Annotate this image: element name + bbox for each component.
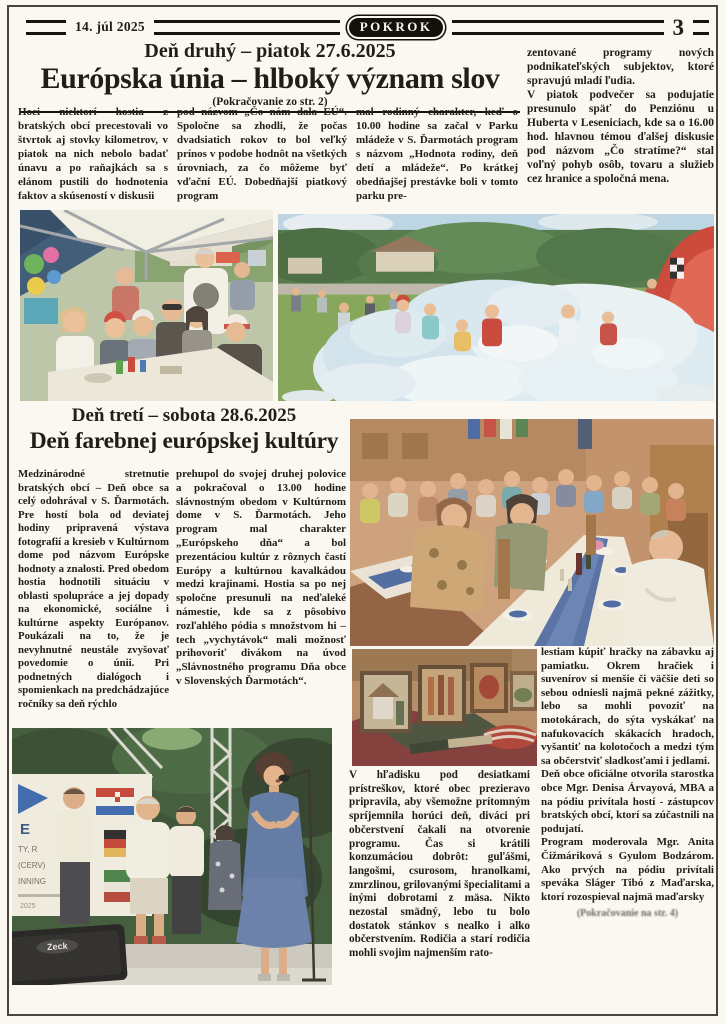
- banquet-hall-illustration: [350, 419, 714, 646]
- foam-party-illustration: [278, 214, 714, 401]
- story2-column-1: Medzinárodné stretnutie bratských obcí – Deň obce sa celý odohrával v S. Ďarmotách. Pre hostí bola od deviatej hodiny pripravená výstava fotografií a kresieb v Kultúrnom dome pod názvom Európske hodnoty a znalosti. Pred obedom hostia hodnotili situáciu v oblasti spolupráce a jej dopady na ekonomické, sociálne i kultúrne aspekty Európanov. Poukázali na to, že je nevyhnutné neustále zvyšovať povedomie o únii. Pri podnetných dialógoch i spomienkach na predchádzajúce ročníky sa deň rýchlo: [18, 468, 169, 710]
- story2-column-2: prehupol do svojej druhej polovice a pokračoval o 13.00 hodine slávnostným obedom v Kultúrnom dome v S. Ďarmotách. Jeho program mal charakter „Európskeho dňa“ a bol prezentáciou kultúr z rôznych častí Európy a kultúrnou kavalkádou medzi krajinami. Hostia sa po nej spoločne presunuli na neďaleké námestie, kde sa z pôsobivo rozľahlého pódia s množstvom hi – tech „vychytávok“ mali možnosť prihovoriť divákom na úvod „Slávnostného programu Dňa obce v Slovenských Ďarmotách“.: [176, 468, 346, 687]
- story1-col4-paragraph-2: V piatok podvečer sa podujatie presunulo späť do Penziónu u Huberta v Leseniciach, kde sa o 16.00 hod. hlavnou témou ďalšej diskusie pod názvom „Čo stratíme?“ stal voľný pohyb osôb, tovaru a služieb cez hranice a spoločná mena.: [527, 89, 714, 185]
- masthead-row: [26, 15, 709, 39]
- story1-continuation-note: (Pokračovanie zo str. 2): [212, 96, 328, 109]
- story2-col4-paragraph-1: lestiam kúpiť hračky na zábavku aj pamiatku. Okrem hračiek i suvenírov si menšie či väčšie deti so sebou odniesli najmä pekné zážitky, lebo sa mohli povoziť na motokárach, do sýta vyskákať na nafukovacích skákacích hradoch, vyšantiť na kolotočoch a medzi tým sa občerstviť sladkosťami i jedlami.: [541, 646, 714, 767]
- photo-craft-tent: [20, 210, 273, 401]
- story1-head-block: [20, 40, 520, 113]
- speaker-brand-label: Zeck: [46, 940, 68, 953]
- story2-headline: Deň farebnej európskej kultúry: [29, 427, 339, 454]
- story2-col4-paragraph-3: Program moderovala Mgr. Anita Čižmáriková s Gyulom Bodzárom. Ako prvých na pódiu privítali speváka Sláger Tibó z Maďarska, ktorí rozospieval najmä maďarsky: [541, 836, 714, 903]
- header-rule-left: [26, 20, 66, 35]
- story1-column-4: [527, 46, 714, 213]
- stage-speech-illustration: [12, 728, 332, 985]
- page-number: 3: [672, 14, 684, 40]
- header-rule-mid-right: [452, 20, 663, 35]
- issue-date: 14. júl 2025: [75, 19, 145, 34]
- masthead-title: POKROK: [349, 18, 444, 37]
- story1-column-3: mal rodinný charakter, keď o 10.00 hodine sa začal v Parku mládeže v S. Ďarmotách program s názvom „Hodnota rodiny, deň detí a mládeže“. Po krátkej obedňajšej prestávke boli v tomto parku pre-: [356, 106, 518, 202]
- banner-fragment-1: E: [20, 821, 31, 838]
- photo-exhibition-table: [352, 649, 537, 766]
- banner-fragment-5: 2025: [20, 903, 36, 910]
- speaker-cabinet: [12, 924, 128, 985]
- header-rule-mid-left: [154, 20, 340, 35]
- story2-kicker: Deň tretí – sobota 28.6.2025: [71, 405, 297, 426]
- story2-continuation-note: (Pokračovanie na str. 4): [576, 908, 679, 920]
- story1-column-2: pod názvom „Čo nám dala EÚ“. Spoločne sa zhodli, že počas dvadsiatich rokov to bol veľký prínos v podobe hodnôt na všetkých úrovniach, za čo môžeme byť vďační EÚ. Dobedňajší piatkový program: [177, 106, 347, 202]
- story1-headline: Európska únia – hlboký význam slov: [40, 62, 500, 95]
- banner-flag-croatia: [96, 788, 134, 815]
- story1-col4-paragraph-1: zentované programy nových podnikateľských subjektov, ktoré spravujú mladí ľudia.: [527, 47, 714, 87]
- story2-head-block: [14, 406, 354, 454]
- story1-column-1: Hoci niektorí hostia z bratských obcí precestovali vo štvrtok aj stovky kilometrov, v piatok na nich nebolo badať únavu a po raňajkách sa s elánom pustili do hodnotenia faktov a skúseností v diskusii: [18, 106, 168, 202]
- photo-banquet-hall: [350, 419, 714, 646]
- foam-trees: [278, 222, 714, 288]
- banner-fragment-2: TY, R: [18, 845, 38, 854]
- banner-fragment-4: INNING: [18, 877, 46, 886]
- banner-fragment-3: (CERV): [18, 861, 46, 870]
- photo-stage-speech: [12, 728, 332, 985]
- story1-kicker: Deň druhý – piatok 27.6.2025: [144, 40, 396, 62]
- story2-column-4: [541, 646, 714, 921]
- exhibition-illustration: [352, 649, 537, 766]
- story2-col4-paragraph-2: Deň obce oficiálne otvorila starostka obce Mgr. Denisa Árvayová, MBA a na pódiu privítala hostí - zástupcov bratských obcí, ktorí sa zúčastnili na podujatí.: [541, 768, 714, 835]
- story1-columns: [18, 105, 520, 206]
- craft-tent-illustration: [20, 210, 273, 401]
- story2-column-3: V hľadisku pod desiatkami prístreškov, ktoré obec prezieravo pripravila, aby všemožne prítomným spríjemnila horúci deň, diváci pri občerstvení čakali na otvorenie programu. Čas si krátili konzumáciou dobrôt: guľášmi, langošmi, csurosom, hranolkami, zmrzlinou, grilovanými špecialitami a inými dobrotami z mäsa. Nikto nezostal smädný, lebo tu bolo dostatok stánkov s nealko i alko občerstvením. Rodičia a starí rodičia mohli svojim najmenším rato-: [349, 769, 530, 960]
- header-rule-right: [693, 20, 709, 35]
- photo-foam-party: [278, 214, 714, 401]
